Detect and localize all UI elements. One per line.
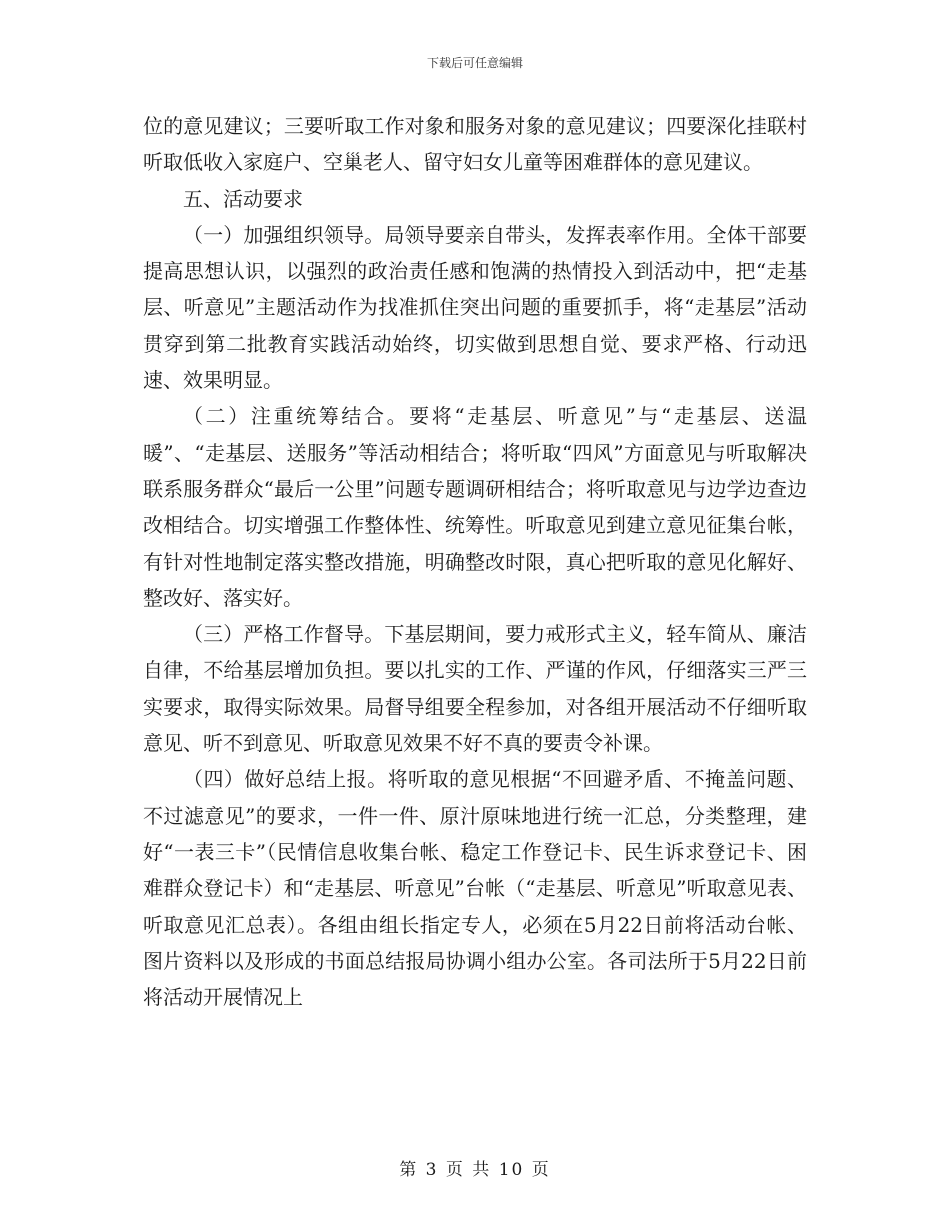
paragraph-5: （四）做好总结上报。将听取的意见根据“不回避矛盾、不掩盖问题、不过滤意见”的要求，一件一件、原汁原味地进行统一汇总，分类整理，建好“一表三卡”（民情信息收集台帐、稳定工作登记卡、民生诉求登记卡、困难群众登记卡）和“走基层、听意见”台帐（“走基层、听意见”听取意见表、听取意见汇总表）。各组由组长指定专人，必须在5月22日前将活动台帐、图片资料以及形成的书面总结报局协调小组办公室。各司法所于5月22日前将活动开展情况上	[143, 767, 807, 1010]
paragraph-4: （三）严格工作督导。下基层期间，要力戒形式主义，轻车简从、廉洁自律，不给基层增加负担。要以扎实的工作、严谨的作风，仔细落实三严三实要求，取得实际效果。局督导组要全程参加，对各组开展活动不仔细听取意见、听不到意见、听取意见效果不好不真的要责令补课。	[143, 622, 807, 756]
page-header-note: 下载后可任意编辑	[426, 56, 523, 70]
paragraph-2: （一）加强组织领导。局领导要亲自带头，发挥表率作用。全体干部要提高思想认识，以强烈的政治责任感和饱满的热情投入到活动中，把“走基层、听意见”主题活动作为找准抓住突出问题的重要抓手，将“走基层”活动贯穿到第二批教育实践活动始终，切实做到思想自觉、要求严格、行动迅速、效果明显。	[143, 222, 807, 393]
paragraph-1: 位的意见建议；三要听取工作对象和服务对象的意见建议；四要深化挂联村听取低收入家庭户、空巢老人、留守妇女儿童等困难群体的意见建议。	[143, 114, 807, 175]
document-body	[143, 108, 807, 1015]
section-heading: 五、活动要求	[183, 186, 303, 211]
page-number: 第 3 页 共 10 页	[399, 1160, 551, 1180]
paragraph-3: （二）注重统筹结合。要将“走基层、听意见”与“走基层、送温暖”、“走基层、送服务”等活动相结合；将听取“四风”方面意见与听取解决联系服务群众“最后一公里”问题专题调研相结合；将听取意见与边学边查边改相结合。切实增强工作整体性、统筹性。听取意见到建立意见征集台帐，有针对性地制定落实整改措施，明确整改时限，真心把听取的意见化解好、整改好、落实好。	[143, 404, 807, 610]
